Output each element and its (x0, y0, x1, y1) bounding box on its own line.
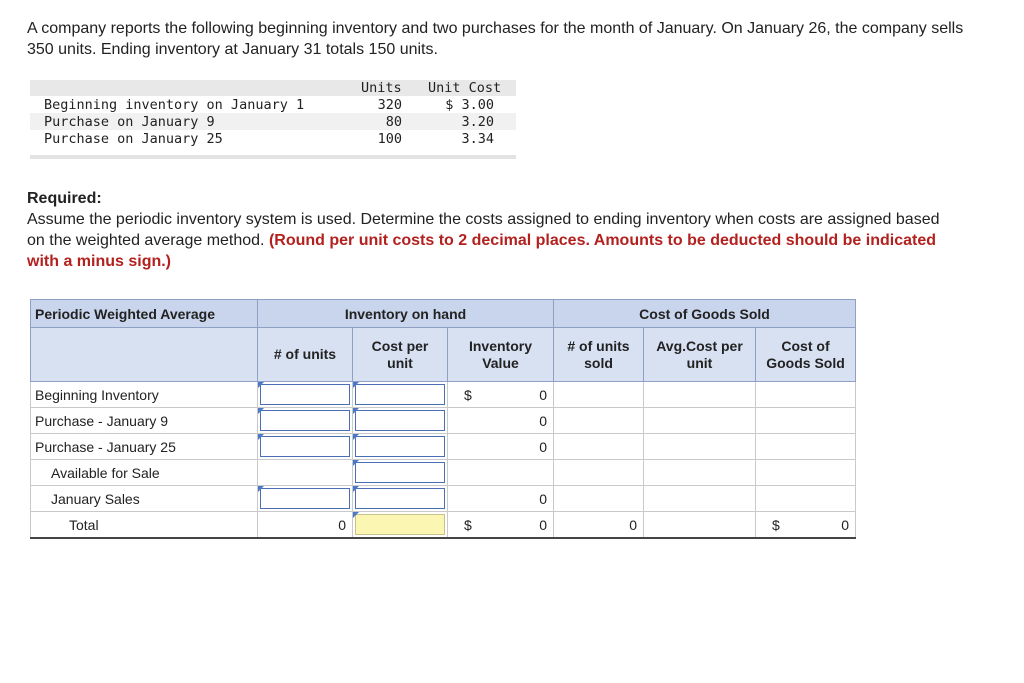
table-row (31, 460, 856, 486)
row-label: January Sales (31, 486, 258, 512)
problem-intro: A company reports the following beginning inventory and two purchases for the month of January. On January 26, the company sells 350 units. Ending inventory at January 31 totals 150 units. (27, 20, 964, 58)
cogs-header: Cost of Goods Sold (756, 328, 856, 382)
units-input[interactable] (258, 408, 353, 434)
table-row (31, 434, 856, 460)
given-row-units: 80 (385, 114, 402, 130)
inventory-value: 0 (448, 434, 554, 460)
units-cell (258, 460, 353, 486)
cost-per-unit-input[interactable] (353, 382, 448, 408)
units-sold-cell (554, 408, 644, 434)
weighted-average-worksheet (30, 299, 856, 539)
table-row (31, 408, 856, 434)
given-row-cost: 3.34 (461, 131, 494, 147)
table-row (31, 486, 856, 512)
given-row-units: 100 (377, 131, 402, 147)
row-label: Total (31, 512, 258, 539)
units-input[interactable] (258, 486, 353, 512)
given-row-label: Beginning inventory on January 1 (44, 97, 305, 113)
row-label: Beginning Inventory (31, 382, 258, 408)
given-row-cost: 3.20 (461, 114, 494, 130)
given-row-label: Purchase on January 25 (44, 131, 223, 147)
inventory-value: $ 0 (448, 382, 554, 408)
required-title: Required: (27, 190, 102, 207)
avg-cost-cell (644, 486, 756, 512)
avg-cost-cell (644, 382, 756, 408)
units-sold-cell (554, 434, 644, 460)
cogs-cell (756, 434, 856, 460)
cost-per-unit-input[interactable] (353, 486, 448, 512)
row-label: Available for Sale (31, 460, 258, 486)
cogs-cell (756, 460, 856, 486)
cogs-group-header: Cost of Goods Sold (554, 300, 856, 328)
total-units-sold: 0 (554, 512, 644, 539)
given-row-cost: $ 3.00 (445, 97, 494, 113)
avg-cost-cell (644, 460, 756, 486)
total-cost-per-unit-input[interactable] (353, 512, 448, 539)
required-text (27, 209, 957, 272)
cogs-cell (756, 382, 856, 408)
inventory-value-header: Inventory Value (448, 328, 554, 382)
avg-cost-cell (644, 408, 756, 434)
given-data-table (30, 80, 516, 159)
cost-per-unit-input[interactable] (353, 408, 448, 434)
inventory-on-hand-header: Inventory on hand (258, 300, 554, 328)
units-sold-header: # of units sold (554, 328, 644, 382)
given-row-label: Purchase on January 9 (44, 114, 215, 130)
cogs-cell (756, 486, 856, 512)
blank-header (31, 328, 258, 382)
cost-per-unit-input[interactable] (353, 434, 448, 460)
cost-per-unit-input[interactable] (353, 460, 448, 486)
cost-per-unit-header: Cost per unit (353, 328, 448, 382)
required-instructions: Assume the periodic inventory system is used. Determine the costs assigned to ending inventory when costs are assigned based on the weighted average method. (27, 211, 940, 249)
row-label: Purchase - January 25 (31, 434, 258, 460)
inventory-value: 0 (448, 408, 554, 434)
table-row (31, 382, 856, 408)
units-input[interactable] (258, 434, 353, 460)
total-units: 0 (258, 512, 353, 539)
given-row-units: 320 (377, 97, 402, 113)
units-input[interactable] (258, 382, 353, 408)
avg-cost-cell (644, 434, 756, 460)
total-row (31, 512, 856, 539)
units-sold-cell (554, 382, 644, 408)
units-sold-cell (554, 486, 644, 512)
inventory-value: 0 (448, 486, 554, 512)
total-cogs: $ 0 (756, 512, 856, 539)
avg-cost-header: Avg.Cost per unit (644, 328, 756, 382)
inventory-value (448, 460, 554, 486)
units-column-header: # of units (258, 328, 353, 382)
units-header: Units (361, 80, 402, 96)
rounding-note: (Round per unit costs to 2 decimal places. Amounts to be deducted should be indicated with a minus sign.) (27, 232, 936, 270)
avg-cost-cell (644, 512, 756, 539)
column-header-row (31, 328, 856, 382)
total-inventory-value: $ 0 (448, 512, 554, 539)
worksheet-title: Periodic Weighted Average (31, 300, 258, 328)
group-header-row (31, 300, 856, 328)
unit-cost-header: Unit Cost (428, 80, 502, 96)
cogs-cell (756, 408, 856, 434)
table-bottom-rule (30, 155, 516, 159)
units-sold-cell (554, 460, 644, 486)
row-label: Purchase - January 9 (31, 408, 258, 434)
